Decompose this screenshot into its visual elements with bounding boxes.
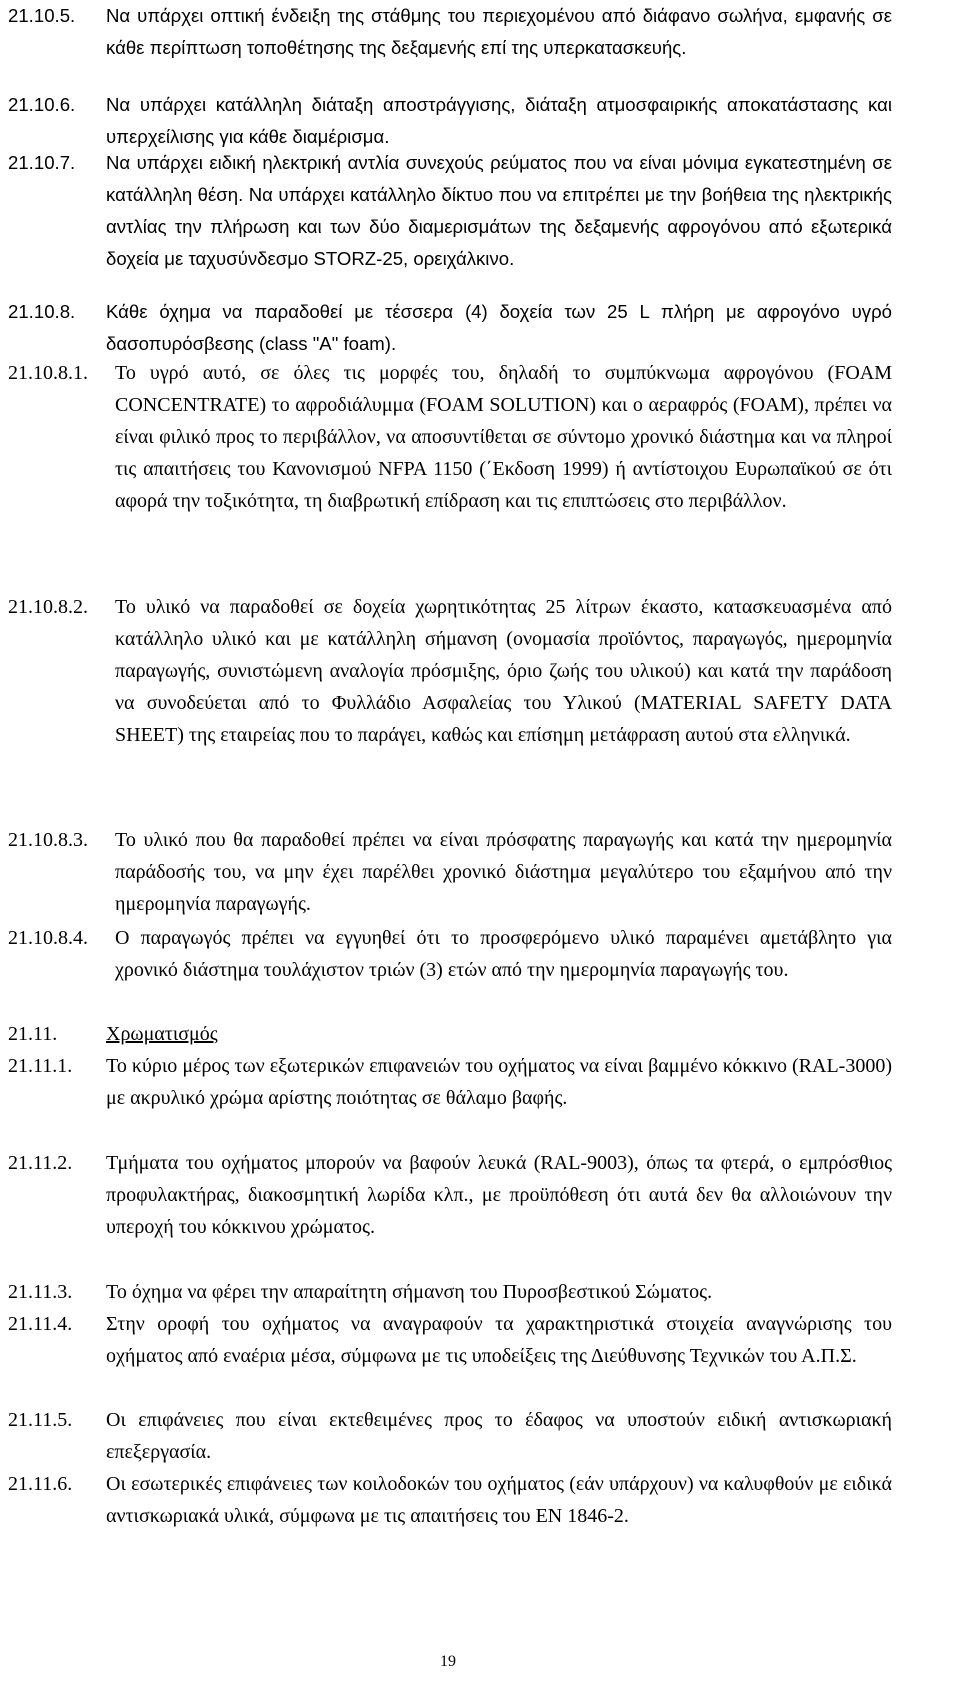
clause-number: 21.10.8.1. (8, 362, 88, 384)
clause-text: Οι εσωτερικές επιφάνειες των κοιλοδοκών του οχήματος (εάν υπάρχουν) να καλυφθούν με ειδικά αντισκωριακά υλικά, σύμφωνα με τις απαιτήσεις του EN 1846-2. (106, 1473, 892, 1527)
clause-number: 21.11.1. (8, 1055, 73, 1077)
clause-21-10-8-2 (8, 591, 892, 751)
clause-number: 21.10.8.3. (8, 829, 88, 851)
clause-21-11-4 (8, 1308, 892, 1372)
section-number: 21.11. (8, 1023, 58, 1045)
clause-text: Ο παραγωγός πρέπει να εγγυηθεί ότι το προσφερόμενο υλικό παραμένει αμετάβλητο για χρονικό διάστημα τουλάχιστον τριών (3) ετών από την ημερομηνία παραγωγής του. (115, 927, 892, 981)
clause-number: 21.11.5. (8, 1409, 73, 1431)
clause-number: 21.10.8. (8, 301, 76, 322)
clause-number: 21.10.6. (8, 94, 76, 115)
clause-number: 21.10.5. (8, 5, 76, 26)
clause-number: 21.11.3. (8, 1281, 73, 1303)
clause-21-10-8-3 (8, 824, 892, 920)
clause-21-10-8-4 (8, 922, 892, 986)
clause-number: 21.11.4. (8, 1313, 73, 1335)
clause-21-10-8 (8, 296, 892, 360)
clause-21-11-5 (8, 1404, 892, 1468)
clause-text: Στην οροφή του οχήματος να αναγραφούν τα χαρακτηριστικά στοιχεία αναγνώρισης του οχήματος από εναέρια μέσα, σύμφωνα με τις υποδείξεις της Διεύθυνσης Τεχνικών του Α.Π.Σ. (106, 1313, 892, 1367)
clause-number: 21.10.8.2. (8, 596, 88, 618)
clause-number: 21.11.6. (8, 1473, 73, 1495)
clause-21-11-2 (8, 1147, 892, 1243)
section-21-11-heading (8, 1018, 892, 1050)
clause-text: Να υπάρχει κατάλληλη διάταξη αποστράγγισης, διάταξη ατμοσφαιρικής αποκατάστασης και υπερχείλισης για κάθε διαμέρισμα. (106, 94, 892, 147)
clause-number: 21.11.2. (8, 1152, 73, 1174)
clause-text: Κάθε όχημα να παραδοθεί με τέσσερα (4) δοχεία των 25 L πλήρη με αφρογόνο υγρό δασοπυρόσβεσης (class "A" foam). (106, 301, 892, 354)
clause-text: Το κύριο μέρος των εξωτερικών επιφανειών του οχήματος να είναι βαμμένο κόκκινο (RAL-3000) με ακρυλικό χρώμα αρίστης ποιότητας σε θάλαμο βαφής. (106, 1055, 892, 1109)
clause-number: 21.10.7. (8, 152, 76, 173)
clause-21-10-6 (8, 89, 892, 153)
clause-text: Το όχημα να φέρει την απαραίτητη σήμανση του Πυροσβεστικού Σώματος. (106, 1281, 713, 1303)
clause-text: Να υπάρχει ειδική ηλεκτρική αντλία συνεχούς ρεύματος που να είναι μόνιμα εγκατεστημένη σε κατάλληλη θέση. Να υπάρχει κατάλληλο δίκτυο που να επιτρέπει με την βοήθεια της ηλεκτρικής αντλίας την πλήρωση και των δύο διαμερισμάτων της δεξαμενής αφρογόνου από εξωτερικά δοχεία με ταχυσύνδεσμο STORZ-25, ορειχάλκινο. (106, 152, 892, 269)
clause-21-10-5 (8, 0, 892, 64)
clause-21-11-1 (8, 1050, 892, 1114)
clause-21-11-3 (8, 1276, 892, 1308)
clause-text: Το υλικό που θα παραδοθεί πρέπει να είναι πρόσφατης παραγωγής και κατά την ημερομηνία παράδοσής του, να μην έχει παρέλθει χρονικό διάστημα μεγαλύτερο του εξαμήνου από την ημερομηνία παραγωγής. (115, 829, 892, 915)
clause-21-11-6 (8, 1468, 892, 1532)
clause-text: Το υλικό να παραδοθεί σε δοχεία χωρητικότητας 25 λίτρων έκαστο, κατασκευασμένα από κατάλληλο υλικό και με κατάλληλη σήμανση (ονομασία προϊόντος, παραγωγός, ημερομηνία παραγωγής, συνιστώμενη αναλογία πρόσμιξης, όριο ζωής του υλικού) και κατά την παράδοση να συνοδεύεται από το Φυλλάδιο Ασφαλείας του Υλικού (MATERIAL SAFETY DATA SHEET) της εταιρείας που το παράγει, καθώς και επίσημη μετάφραση αυτού στα ελληνικά. (115, 596, 892, 746)
clause-21-10-8-1 (8, 357, 892, 517)
clause-number: 21.10.8.4. (8, 927, 88, 949)
clause-21-10-7 (8, 147, 892, 275)
page-number: 19 (440, 1653, 456, 1670)
clause-text: Να υπάρχει οπτική ένδειξη της στάθμης του περιεχομένου από διάφανο σωλήνα, εμφανής σε κάθε περίπτωση τοποθέτησης της δεξαμενής επί της υπερκατασκευής. (106, 5, 892, 58)
clause-text: Τμήματα του οχήματος μπορούν να βαφούν λευκά (RAL-9003), όπως τα φτερά, ο εμπρόσθιος προφυλακτήρας, διακοσμητική λωρίδα κλπ., με προϋπόθεση ότι αυτά δεν θα αλλοιώνουν την υπεροχή του κόκκινου χρώματος. (106, 1152, 892, 1238)
clause-text: Το υγρό αυτό, σε όλες τις μορφές του, δηλαδή το συμπύκνωμα αφρογόνου (FOAM CONCENTRATE) το αφροδιάλυμμα (FOAM SOLUTION) και ο αεραφρός (FOAM), πρέπει να είναι φιλικό προς το περιβάλλον, να αποσυντίθεται σε σύντομο χρονικό διάστημα και να πληροί τις απαιτήσεις του Κανονισμού NFPA 1150 (΄Εκδοση 1999) ή αντίστοιχου Ευρωπαϊκού σε ότι αφορά την τοξικότητα, τη διαβρωτική επίδραση και τις επιπτώσεις στο περιβάλλον. (115, 362, 892, 512)
clause-text: Οι επιφάνειες που είναι εκτεθειμένες προς το έδαφος να υποστούν ειδική αντισκωριακή επεξεργασία. (106, 1409, 892, 1463)
section-title: Χρωματισμός (106, 1023, 218, 1045)
